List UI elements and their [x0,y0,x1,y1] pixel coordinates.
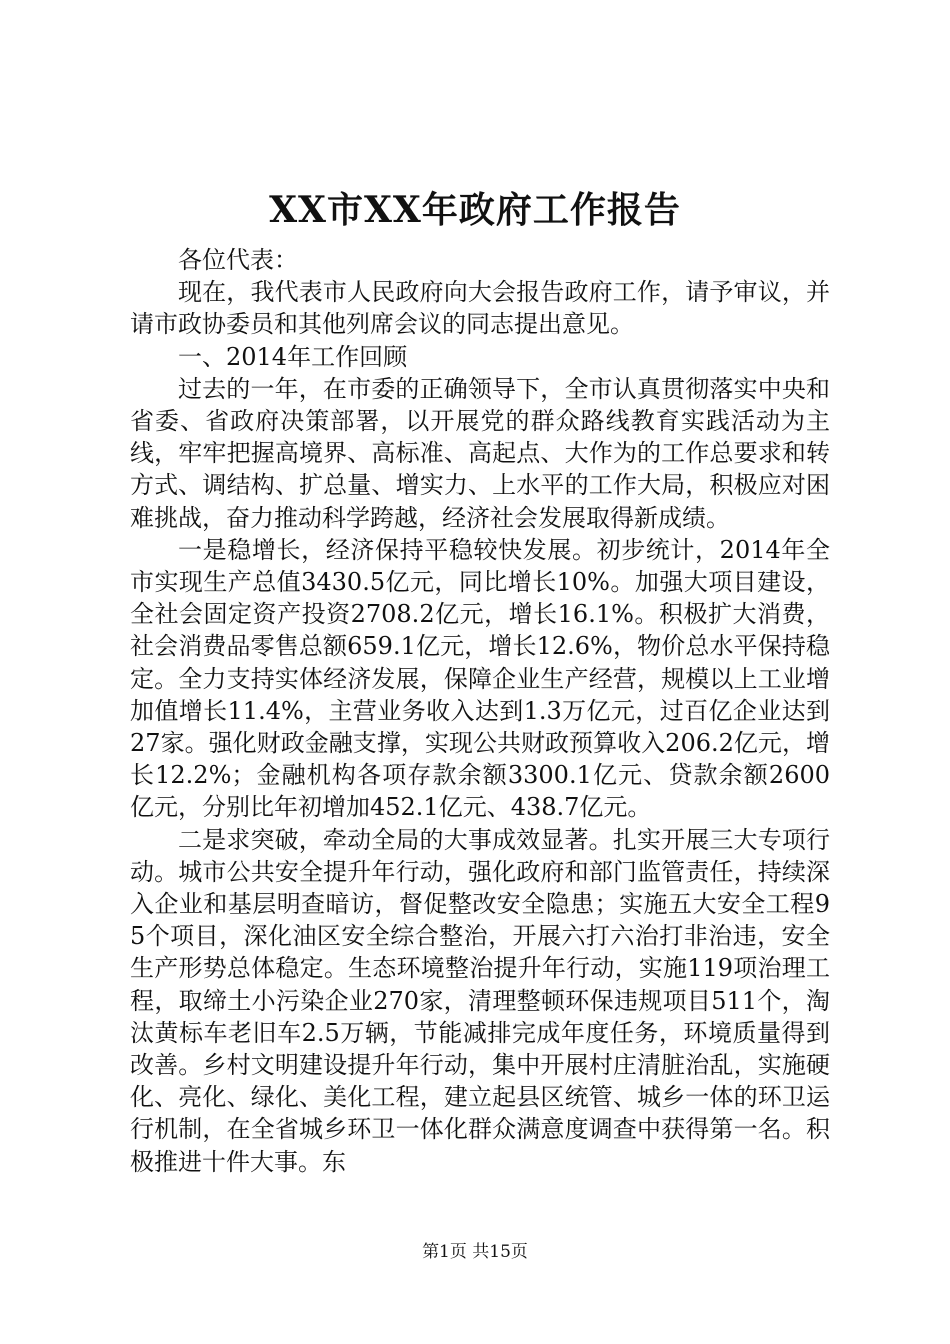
document-title: XX市XX年政府工作报告 [269,189,681,231]
section-heading: 一、2014年工作回顾 [178,342,408,371]
intro-paragraph: 现在，我代表市人民政府向大会报告政府工作，请予审议，并请市政协委员和其他列席会议的同志提出意见。 [130,278,830,339]
salutation: 各位代表： [178,246,298,274]
growth-paragraph: 一是稳增长，经济保持平稳较快发展。初步统计，2014年全市实现生产总值3430.5亿元，同比增长10%。加强大项目建设，全社会固定资产投资2708.2亿元，增长16.1%。积极扩大消费，社会消费品零售总额659.1亿元，增长12.6%，物价总水平保持稳定。全力支持实体经济发展，保障企业生产经营，规模以上工业增加值增长11.4%，主营业务收入达到1.3万亿元，过百亿企业达到27家。强化财政金融支撑，实现公共财政预算收入206.2亿元，增长12.2%；金融机构各项存款余额3300.1亿元、贷款余额2600亿元，分别比年初增加452.1亿元、438.7亿元。 [130,535,830,822]
document-body [130,244,830,1178]
breakthrough-paragraph: 二是求突破，牵动全局的大事成效显著。扎实开展三大专项行动。城市公共安全提升年行动，强化政府和部门监管责任，持续深入企业和基层明查暗访，督促整改安全隐患；实施五大安全工程95个项目，深化油区安全综合整治，开展六打六治打非治违，安全生产形势总体稳定。生态环境整治提升年行动，实施119项治理工程，取缔土小污染企业270家，清理整顿环保违规项目511个，淘汰黄标车老旧车2.5万辆，节能减排完成年度任务，环境质量得到改善。乡村文明建设提升年行动，集中开展村庄清脏治乱，实施硬化、亮化、绿化、美化工程，建立起县区统管、城乡一体的环卫运行机制，在全省城乡环卫一体化群众满意度调查中获得第一名。积极推进十件大事。东 [130,825,830,1176]
page-footer: 第1页 共15页 [422,1242,528,1262]
review-paragraph: 过去的一年，在市委的正确领导下，全市认真贯彻落实中央和省委、省政府决策部署，以开展党的群众路线教育实践活动为主线，牢牢把握高境界、高标准、高起点、大作为的工作总要求和转方式、调结构、扩总量、增实力、上水平的工作大局，积极应对困难挑战，奋力推动科学跨越，经济社会发展取得新成绩。 [130,374,830,532]
